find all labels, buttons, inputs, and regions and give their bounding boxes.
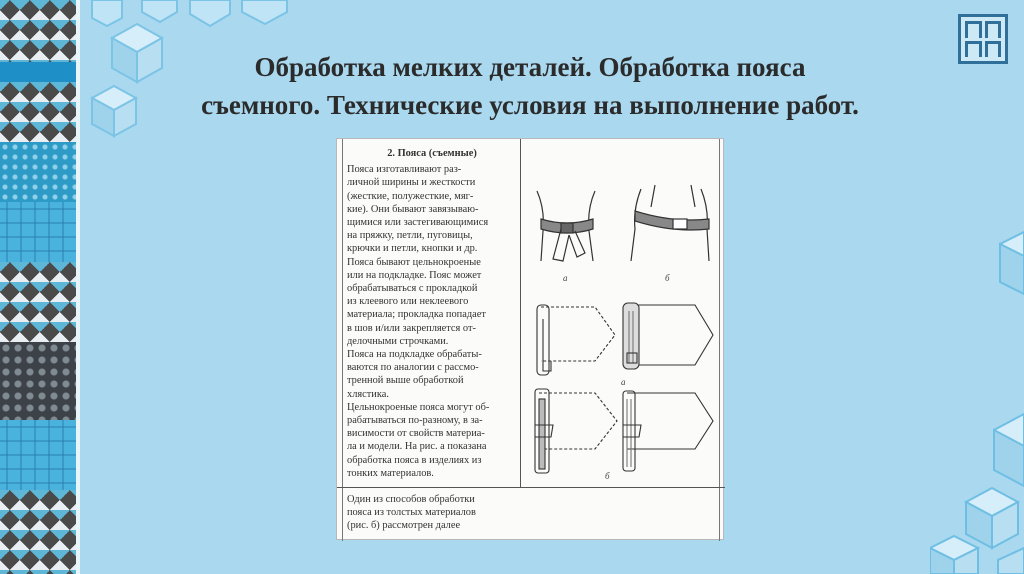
pattern-band bbox=[0, 62, 80, 82]
figure-label: а bbox=[563, 273, 568, 283]
document-column-divider bbox=[520, 139, 521, 487]
belt-end-diagram-b2 bbox=[623, 391, 713, 471]
figure-label: б bbox=[665, 273, 670, 283]
document-bottom-note: Один из способов обработки пояса из толстых материалов (рис. б) рассмотрен далее bbox=[347, 494, 476, 532]
logo-segment bbox=[985, 21, 1002, 38]
figure-label: а bbox=[621, 377, 626, 387]
document-text-column bbox=[347, 147, 517, 480]
slide-title-line-2: съемного. Технические условия на выполнение работ. bbox=[201, 90, 859, 120]
pattern-band bbox=[0, 490, 80, 574]
figure-label: б bbox=[605, 471, 610, 481]
strip-divider bbox=[76, 0, 80, 574]
document-rule bbox=[342, 139, 343, 541]
belt-tied-figure bbox=[537, 191, 595, 261]
logo-segment bbox=[965, 41, 982, 58]
cubes-decoration-right bbox=[930, 230, 1024, 574]
document-paragraph: Пояса изготавливают раз- личной ширины и жесткости (жесткие, полужесткие, мяг- кие). Они бывают завязываю- щимися или застегивающимися на пряжку, петли, пуговицы, крючки и петли, кнопки и др. Пояса бывают цельнокроеные или на подкладке. Пояс может обрабатываться с прокладкой из клеевого или неклеевого материала; прокладка попадает в шов и/или закрепляется от- делочными строчками. Пояса на подкладке обрабаты- ваются по аналогии с рассмо- тренной выше обработкой хлястика. Цельнокроеные пояса могут об- рабатываться по-разному, в за- висимости от свойств материа- ла и модели. На рис. а показана обработка пояса в изделиях из тонких материалов. bbox=[347, 164, 490, 479]
belt-end-diagram-b1 bbox=[535, 389, 617, 473]
pattern-band bbox=[0, 0, 80, 62]
slide-title-line-1: Обработка мелких деталей. Обработка пояса bbox=[254, 52, 806, 82]
document-rule bbox=[719, 139, 720, 541]
belt-buckle-figure bbox=[631, 185, 709, 261]
scanned-document bbox=[336, 138, 724, 540]
document-heading: 2. Пояса (съемные) bbox=[387, 148, 477, 159]
left-decorative-strip bbox=[0, 0, 80, 574]
pattern-band bbox=[0, 202, 80, 262]
pattern-band bbox=[0, 262, 80, 342]
pattern-band bbox=[0, 142, 80, 202]
pattern-band bbox=[0, 342, 80, 420]
document-row-divider bbox=[337, 487, 725, 488]
pattern-band bbox=[0, 82, 80, 142]
logo-segment bbox=[965, 21, 982, 38]
slide-title bbox=[100, 48, 960, 124]
logo-segment bbox=[985, 41, 1002, 58]
pattern-band bbox=[0, 420, 80, 490]
belt-illustrations bbox=[523, 149, 717, 485]
institution-logo-icon bbox=[958, 14, 1008, 64]
belt-end-diagram-a1 bbox=[537, 305, 615, 375]
belt-end-diagram-a2 bbox=[623, 303, 713, 369]
